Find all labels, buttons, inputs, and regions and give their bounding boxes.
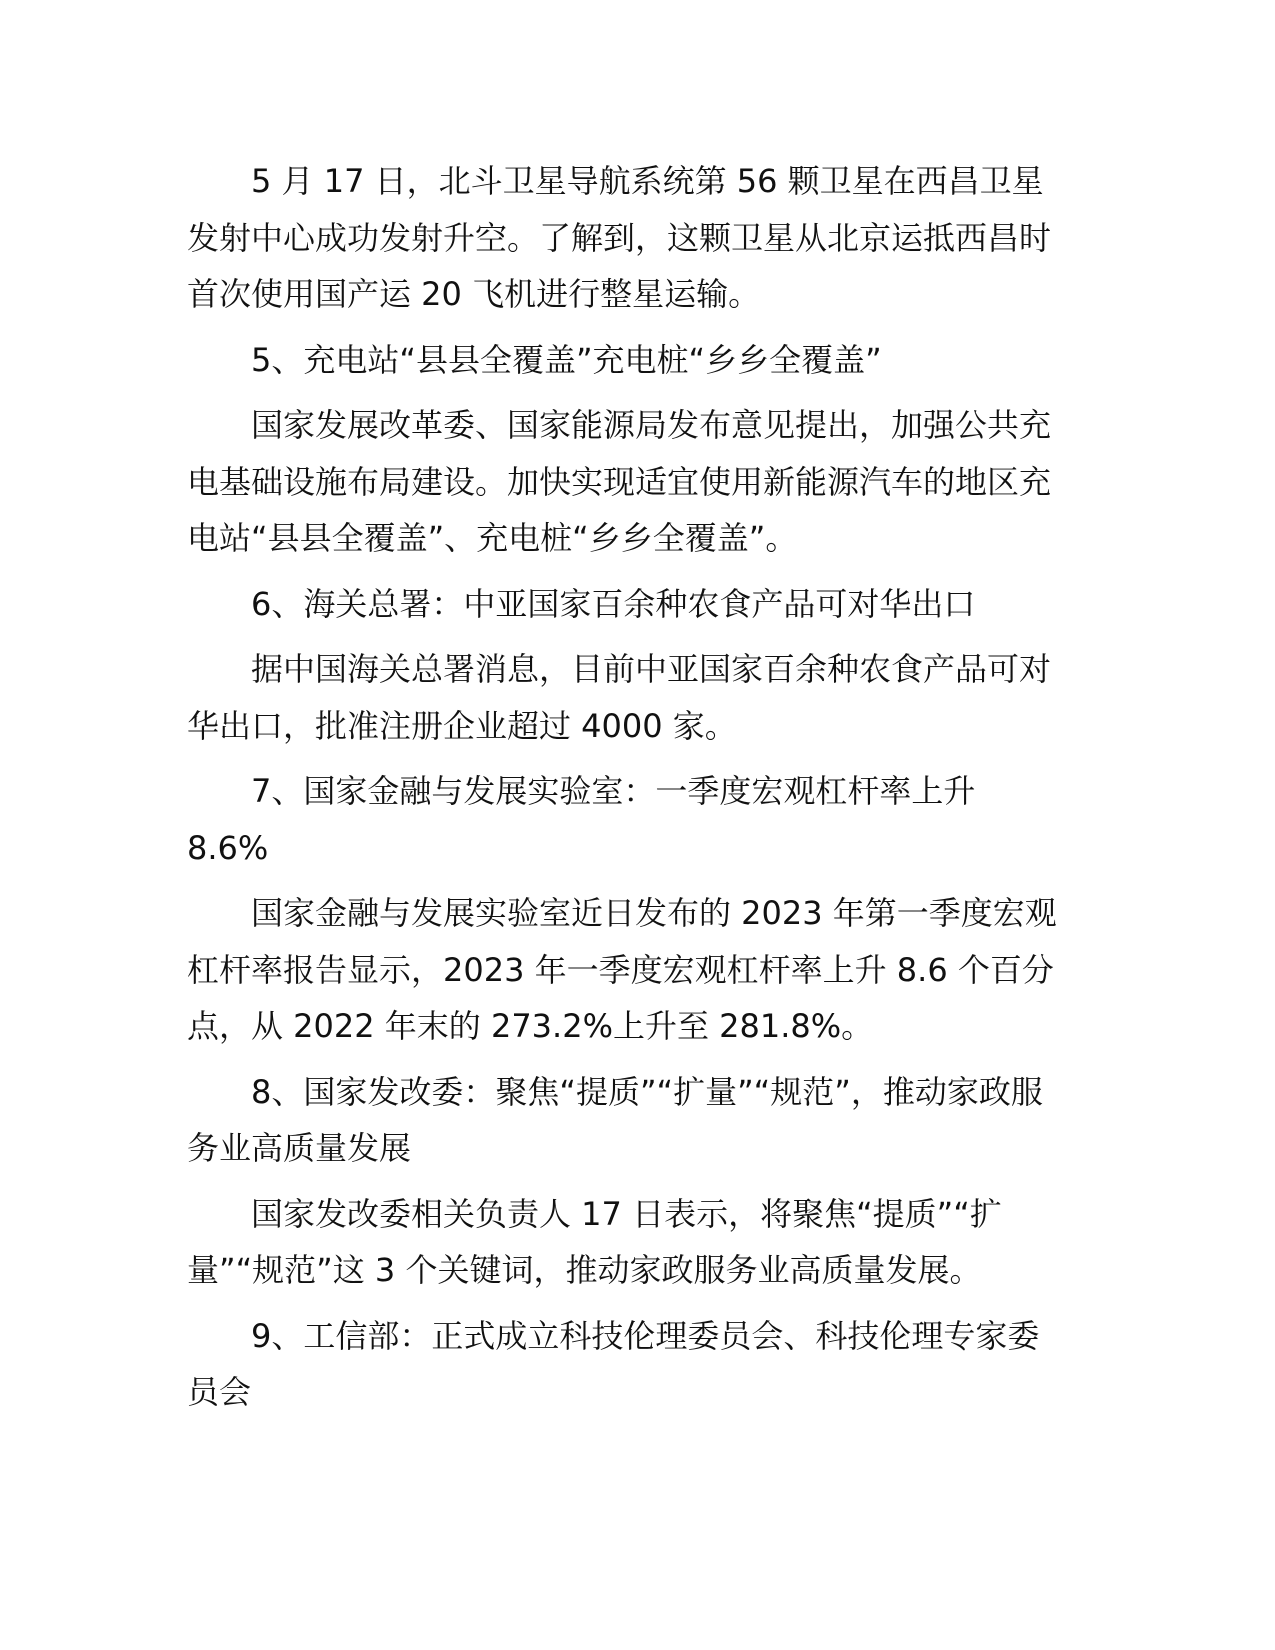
paragraph-charging-stations xyxy=(187,397,1093,567)
heading-item-6 xyxy=(187,576,1093,633)
paragraph-customs xyxy=(187,641,1093,754)
text-line: 据中国海关总署消息，目前中亚国家百余种农食产品可对 xyxy=(251,650,1052,688)
text-line: 5 月 17 日，北斗卫星导航系统第 56 颗卫星在西昌卫星 xyxy=(251,162,1044,200)
paragraph-beidou-satellite xyxy=(187,153,1093,323)
text-line: 员会 xyxy=(187,1373,252,1411)
paragraph-domestic-services xyxy=(187,1186,1093,1299)
text-line: 点，从 2022 年末的 273.2%上升至 281.8%。 xyxy=(187,1007,874,1045)
heading-item-7 xyxy=(187,763,1093,876)
paragraph-leverage-ratio xyxy=(187,885,1093,1055)
text-line: 9、工信部：正式成立科技伦理委员会、科技伦理专家委 xyxy=(251,1316,1040,1355)
text-line: 电站“县县全覆盖”、充电桩“乡乡全覆盖”。 xyxy=(187,519,798,557)
text-line: 6、海关总署：中亚国家百余种农食产品可对华出口 xyxy=(251,584,976,623)
text-line: 8.6% xyxy=(187,828,269,867)
text-line: 电基础设施布局建设。加快实现适宜使用新能源汽车的地区充 xyxy=(187,462,1052,501)
text-line: 国家发改委相关负责人 17 日表示，将聚焦“提质”“扩 xyxy=(251,1194,1002,1233)
text-line: 务业高质量发展 xyxy=(187,1129,412,1167)
text-line: 国家发展改革委、国家能源局发布意见提出，加强公共充 xyxy=(251,406,1052,444)
text-line: 发射中心成功发射升空。了解到，这颗卫星从北京运抵西昌时 xyxy=(187,218,1052,257)
text-line: 7、国家金融与发展实验室：一季度宏观杠杆率上升 xyxy=(251,772,976,810)
heading-item-5 xyxy=(187,332,1093,389)
document-body xyxy=(187,153,1093,1430)
text-line: 5、充电站“县县全覆盖”充电桩“乡乡全覆盖” xyxy=(251,340,882,379)
text-line: 华出口，批准注册企业超过 4000 家。 xyxy=(187,706,737,745)
text-line: 8、国家发改委：聚焦“提质”“扩量”“规范”，推动家政服 xyxy=(251,1072,1043,1111)
heading-item-9 xyxy=(187,1308,1093,1421)
text-line: 量”“规范”这 3 个关键词，推动家政服务业高质量发展。 xyxy=(187,1251,982,1289)
text-line: 首次使用国产运 20 飞机进行整星运输。 xyxy=(187,275,761,313)
text-line: 国家金融与发展实验室近日发布的 2023 年第一季度宏观 xyxy=(251,894,1057,932)
text-line: 杠杆率报告显示，2023 年一季度宏观杠杆率上升 8.6 个百分 xyxy=(187,950,1054,989)
heading-item-8 xyxy=(187,1064,1093,1177)
